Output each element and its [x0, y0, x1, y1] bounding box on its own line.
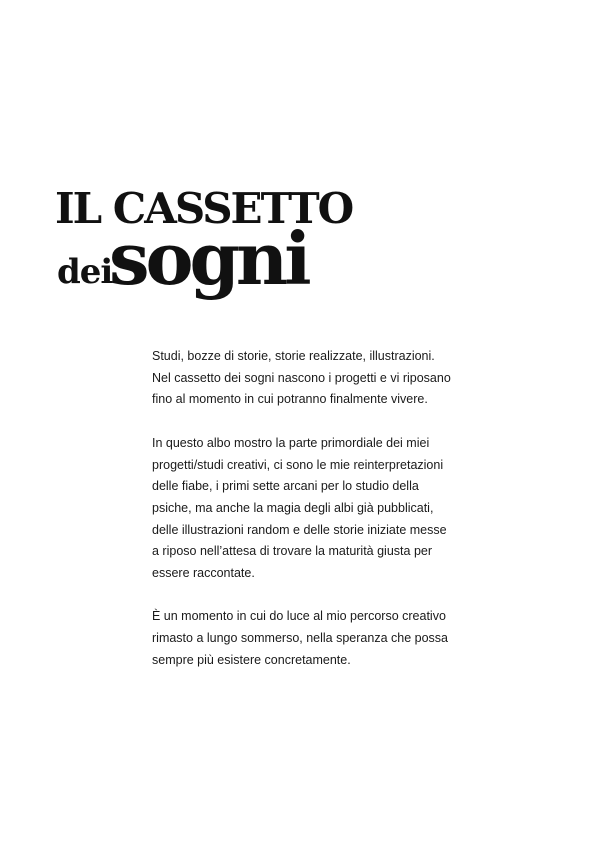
title-sogni: sogni	[109, 216, 308, 301]
title-line-1: IL CASSETTO	[55, 184, 353, 233]
paragraph-2: In questo albo mostro la parte primordiale dei miei progetti/studi creativi, ci sono le mie reinterpretazioni delle fiabe, i primi sette arcani per lo studio della psiche, ma anche la magia degli albi già pubblicati, delle illustrazioni random e delle storie iniziate messe a riposo nell’attesa di trovare la maturità giusta per essere raccontate.	[152, 435, 447, 581]
title-dei: dei	[57, 252, 113, 292]
paragraph-3: È un momento in cui do luce al mio percorso creativo rimasto a lungo sommerso, nella speranza che possa sempre più esistere concretamente.	[152, 609, 448, 667]
paragraph-1: Studi, bozze di storie, storie realizzate, illustrazioni. Nel cassetto dei sogni nascono i progetti e vi riposano fino al momento in cui potranno finalmente vivere.	[152, 349, 451, 407]
body-text	[152, 346, 462, 693]
